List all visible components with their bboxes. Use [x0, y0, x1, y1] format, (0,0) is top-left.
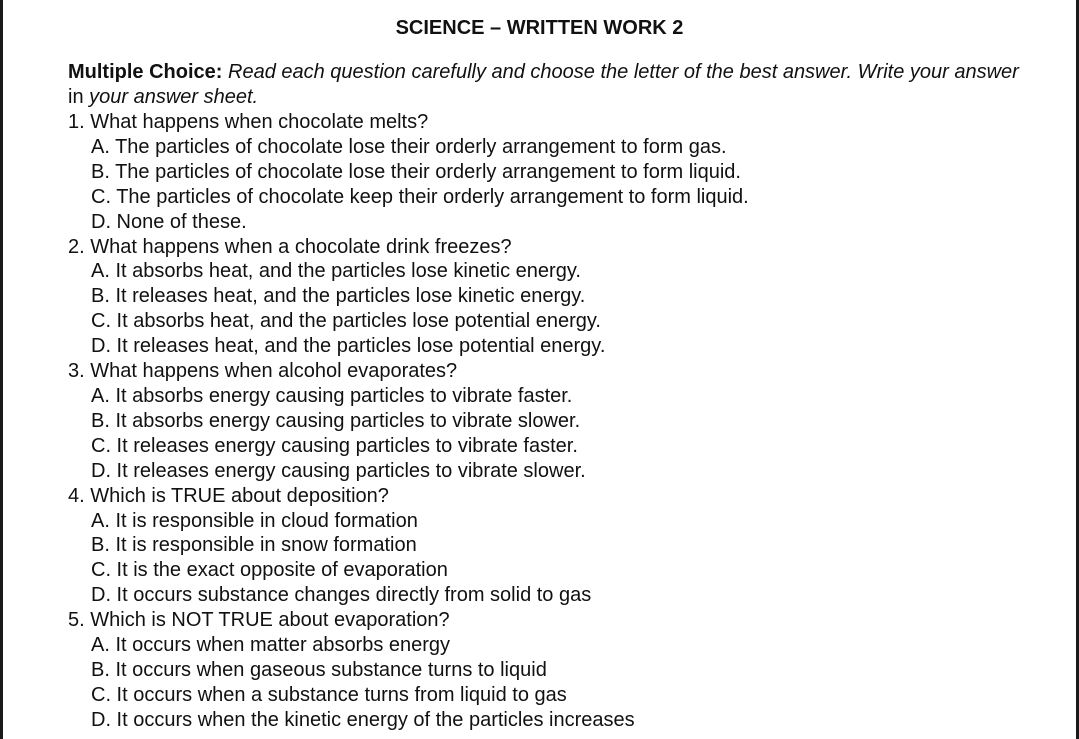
instructions-label: Multiple Choice: — [68, 61, 223, 83]
option-1a: A. The particles of chocolate lose their orderly arrangement to form gas. — [91, 135, 727, 158]
instructions-text-c: your answer sheet. — [89, 86, 259, 108]
option-5d: D. It occurs when the kinetic energy of the particles increases — [91, 708, 635, 731]
option-2a: A. It absorbs heat, and the particles lose kinetic energy. — [91, 260, 581, 283]
question-number: 3. — [68, 360, 85, 383]
page-title: SCIENCE – WRITTEN WORK 2 — [395, 17, 684, 39]
option-3c: C. It releases energy causing particles to vibrate faster. — [91, 434, 578, 457]
option-4c: C. It is the exact opposite of evaporation — [91, 559, 448, 582]
question-1 — [68, 110, 1048, 135]
question-number: 5. — [68, 609, 85, 632]
question-list — [68, 110, 1048, 733]
option-5a: A. It occurs when matter absorbs energy — [91, 634, 451, 657]
question-3 — [68, 359, 1048, 384]
option-4a: A. It is responsible in cloud formation — [91, 509, 418, 532]
question-text: What happens when chocolate melts? — [90, 111, 429, 133]
question-text: Which is NOT TRUE about evaporation? — [90, 609, 450, 632]
option-2c: C. It absorbs heat, and the particles lose potential energy. — [91, 310, 601, 333]
question-number: 4. — [68, 484, 85, 507]
option-3a: A. It absorbs energy causing particles to vibrate faster. — [91, 384, 573, 407]
instructions-text-b: in — [68, 86, 90, 108]
question-number: 1. — [68, 111, 85, 133]
question-2 — [68, 235, 1048, 260]
option-5c: C. It occurs when a substance turns from liquid to gas — [91, 683, 567, 706]
question-number: 2. — [68, 235, 85, 258]
question-4 — [68, 484, 1048, 509]
instructions-text-a: Read each question carefully and choose the letter of the best answer. Write your answer — [222, 61, 1019, 83]
option-2d: D. It releases heat, and the particles lose potential energy. — [91, 335, 606, 358]
question-5 — [68, 608, 1048, 633]
question-text: Which is TRUE about deposition? — [90, 484, 389, 507]
option-1c: C. The particles of chocolate keep their orderly arrangement to form liquid. — [91, 185, 749, 208]
option-3d: D. It releases energy causing particles to vibrate slower. — [91, 459, 586, 482]
option-4d: D. It occurs substance changes directly from solid to gas — [91, 584, 592, 607]
option-1b: B. The particles of chocolate lose their orderly arrangement to form liquid. — [91, 160, 741, 183]
instructions — [68, 60, 1028, 110]
option-5b: B. It occurs when gaseous substance turns to liquid — [91, 658, 547, 681]
question-text: What happens when a chocolate drink freezes? — [90, 235, 512, 258]
option-4b: B. It is responsible in snow formation — [91, 534, 417, 557]
option-1d: D. None of these. — [91, 210, 247, 233]
option-3b: B. It absorbs energy causing particles to vibrate slower. — [91, 409, 581, 432]
option-2b: B. It releases heat, and the particles lose kinetic energy. — [91, 285, 586, 308]
question-text: What happens when alcohol evaporates? — [90, 360, 458, 383]
